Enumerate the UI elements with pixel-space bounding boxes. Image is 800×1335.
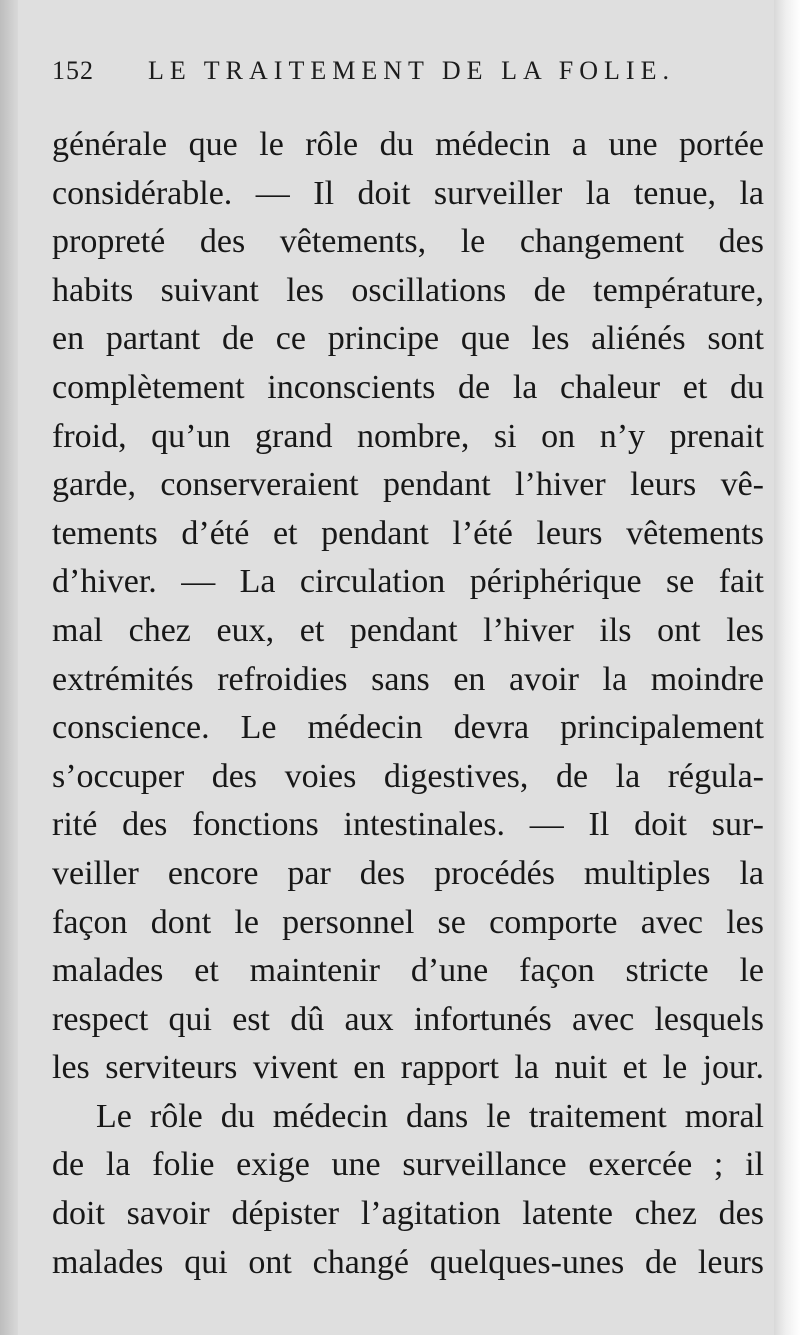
- text-line: tements d’été et pendant l’été leurs vêtements: [52, 514, 764, 552]
- text-line: garde, conserveraient pendant l’hiver leurs vê-: [52, 466, 764, 504]
- page-number: 152: [52, 56, 94, 85]
- text-line: veiller encore par des procédés multiples la: [52, 854, 764, 892]
- page-right-edge: [774, 0, 800, 1335]
- text-line: conscience. Le médecin devra principalement: [52, 709, 764, 747]
- text-line: façon dont le personnel se comporte avec les: [52, 903, 764, 941]
- text-line: malades et maintenir d’une façon stricte le: [52, 952, 764, 990]
- text-line: mal chez eux, et pendant l’hiver ils ont les: [52, 611, 764, 649]
- text-line: respect qui est dû aux infortunés avec lesquels: [52, 1000, 764, 1038]
- text-line: malades qui ont changé quelques-unes de leurs: [52, 1243, 764, 1281]
- text-line: en partant de ce principe que les aliénés sont: [52, 320, 764, 358]
- running-head: LE TRAITEMENT DE LA FOLIE.: [148, 56, 675, 85]
- page-left-shadow: [0, 0, 18, 1335]
- text-line: propreté des vêtements, le changement des: [52, 223, 764, 261]
- text-line: d’hiver. — La circulation périphérique se fait: [52, 563, 764, 601]
- paragraph-first-line: Le rôle du médecin dans le traitement moral: [96, 1097, 764, 1135]
- text-line: s’occuper des voies digestives, de la régula-: [52, 757, 764, 795]
- text-line: générale que le rôle du médecin a une portée: [52, 126, 764, 163]
- text-line: rité des fonctions intestinales. — Il doit sur-: [52, 806, 764, 844]
- text-line: complètement inconscients de la chaleur et du: [52, 368, 764, 406]
- page-header: [52, 50, 752, 90]
- text-line: de la folie exige une surveillance exercée ; il: [52, 1146, 764, 1184]
- body-text: [52, 121, 764, 1287]
- text-line: habits suivant les oscillations de température,: [52, 271, 764, 309]
- text-line: les serviteurs vivent en rapport la nuit et le jour.: [52, 1049, 764, 1087]
- text-line: doit savoir dépister l’agitation latente chez des: [52, 1195, 764, 1233]
- text-line: extrémités refroidies sans en avoir la moindre: [52, 660, 764, 698]
- text-line: froid, qu’un grand nombre, si on n’y prenait: [52, 417, 764, 455]
- text-line: considérable. — Il doit surveiller la tenue, la: [52, 174, 764, 212]
